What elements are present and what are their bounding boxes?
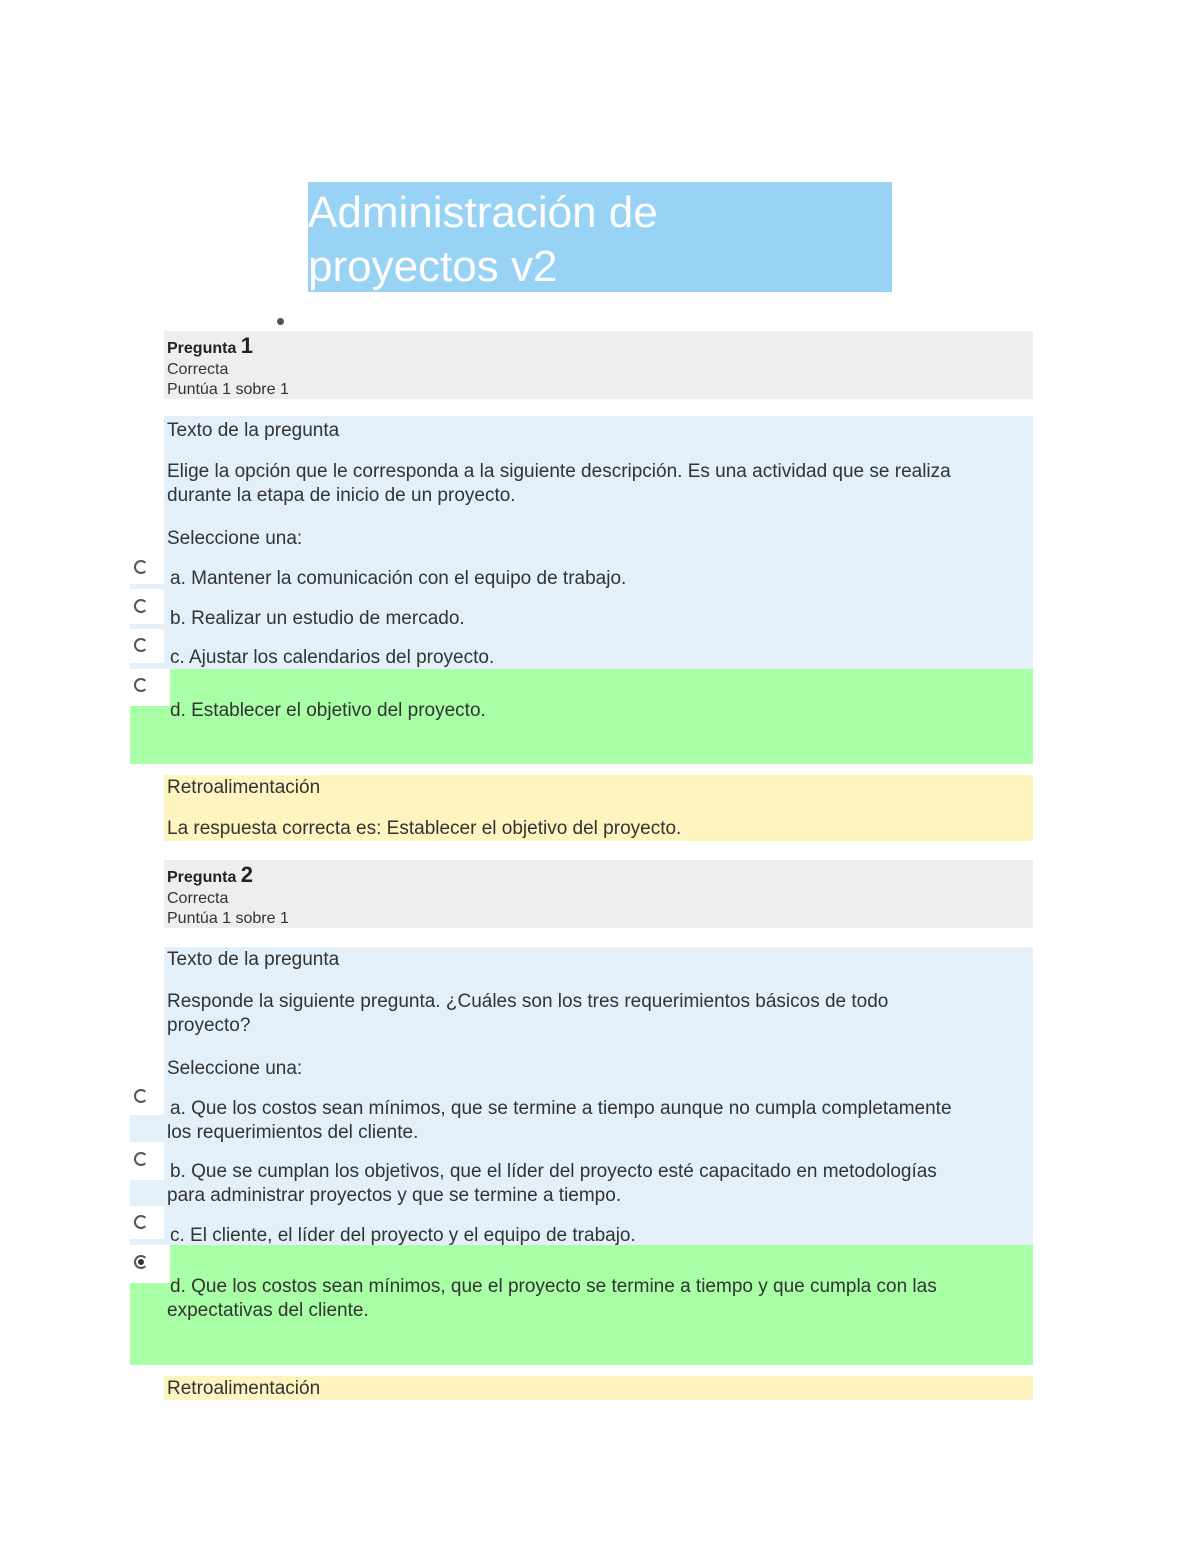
q1-option-a-label[interactable]: a. Mantener la comunicación con el equipo de trabajo. <box>170 568 627 589</box>
q2-option-c-label[interactable] <box>170 1224 636 1248</box>
question-label: Pregunta <box>167 340 237 357</box>
q1-option-a-radio[interactable] <box>134 560 148 574</box>
question-label: Pregunta <box>167 869 237 886</box>
q2-option-a-label[interactable] <box>167 1097 952 1145</box>
page-title <box>308 182 892 292</box>
q1-option-b-radio[interactable] <box>134 599 148 613</box>
q1-option-c-label[interactable]: c. Ajustar los calendarios del proyecto. <box>170 647 495 668</box>
q2-option-c-radio[interactable] <box>134 1215 148 1229</box>
question-1-info <box>164 331 1033 399</box>
question-state: Correcta <box>167 890 229 907</box>
q1-option-b-label[interactable]: b. Realizar un estudio de mercado. <box>170 608 465 629</box>
option-line: expectativas del cliente. <box>167 1300 369 1321</box>
q2-option-b-radio[interactable] <box>134 1152 148 1166</box>
q1-option-c-radio[interactable] <box>134 638 148 652</box>
option-separator <box>130 1115 164 1142</box>
option-line: c. El cliente, el líder del proyecto y el equipo de trabajo. <box>170 1225 636 1246</box>
q2-option-d-label[interactable] <box>167 1275 937 1323</box>
feedback-heading: Retroalimentación <box>167 777 321 798</box>
title-line-1: Administración de <box>308 188 658 237</box>
question-1-text-line-2: durante la etapa de inicio de un proyecto. <box>167 485 516 506</box>
question-2-text-line-1: Responde la siguiente pregunta. ¿Cuáles son los tres requerimientos básicos de todo <box>167 991 889 1012</box>
bullet-dot <box>277 318 284 325</box>
question-number: 1 <box>240 333 254 358</box>
question-2-text-line-2: proyecto? <box>167 1015 251 1036</box>
question-number: 2 <box>240 862 254 887</box>
q1-option-d-label[interactable]: d. Establecer el objetivo del proyecto. <box>170 700 486 721</box>
option-line: para administrar proyectos y que se termine a tiempo. <box>167 1185 622 1206</box>
title-line-2: proyectos v2 <box>308 242 558 291</box>
option-line: b. Que se cumplan los objetivos, que el líder del proyecto esté capacitado en metodologías <box>170 1161 937 1182</box>
question-1-prompt: Seleccione una: <box>167 528 303 549</box>
question-2-prompt: Seleccione una: <box>167 1058 303 1079</box>
q1-option-d-radio[interactable] <box>134 678 148 692</box>
option-separator <box>130 624 164 629</box>
question-1-text-line-1: Elige la opción que le corresponda a la siguiente descripción. Es una actividad que se realiza <box>167 461 951 482</box>
feedback-heading: Retroalimentación <box>167 1378 321 1399</box>
question-2-info <box>164 860 1033 928</box>
feedback-text: La respuesta correcta es: Establecer el objetivo del proyecto. <box>167 818 682 839</box>
q2-option-a-radio[interactable] <box>134 1089 148 1103</box>
question-score: Puntúa 1 sobre 1 <box>167 910 289 927</box>
q2-option-b-label[interactable] <box>167 1160 937 1208</box>
question-1-text-heading: Texto de la pregunta <box>167 420 340 441</box>
option-line: los requerimientos del cliente. <box>167 1122 419 1143</box>
question-2-text-heading: Texto de la pregunta <box>167 949 340 970</box>
option-separator <box>130 1180 164 1206</box>
option-line: d. Que los costos sean mínimos, que el proyecto se termine a tiempo y que cumpla con las <box>170 1276 937 1297</box>
q2-option-d-radio-selected[interactable] <box>134 1255 148 1269</box>
option-line: a. Que los costos sean mínimos, que se termine a tiempo aunque no cumpla completamente <box>170 1098 952 1119</box>
question-score: Puntúa 1 sobre 1 <box>167 381 289 398</box>
option-separator <box>130 584 164 589</box>
question-state: Correcta <box>167 361 229 378</box>
